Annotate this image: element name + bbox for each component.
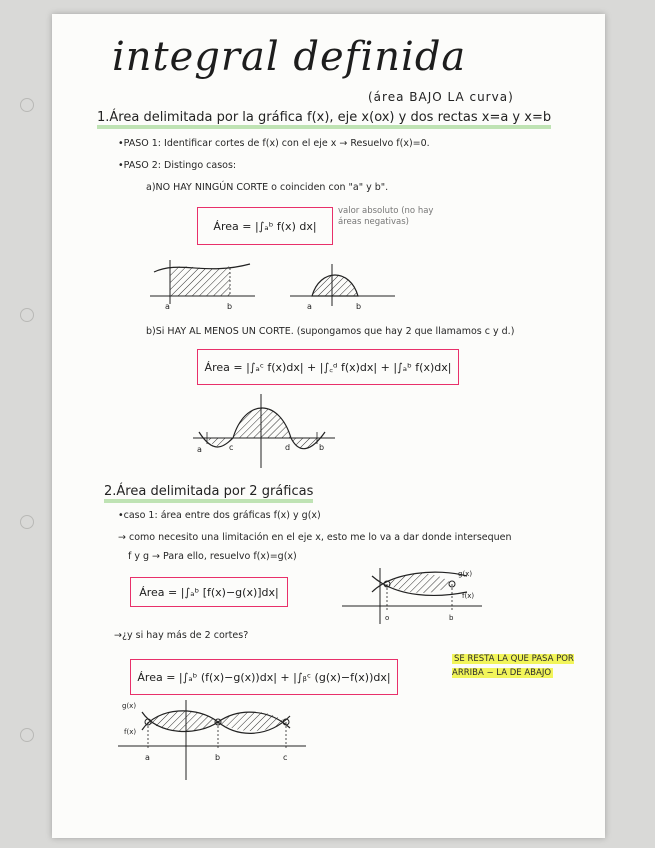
binder-hole xyxy=(20,308,34,322)
label-b: b xyxy=(356,302,362,311)
label-fx: f(x) xyxy=(462,592,475,600)
page-subtitle: (área BAJO LA curva) xyxy=(368,90,514,104)
label-b: b xyxy=(227,302,233,311)
formula-box-2b xyxy=(130,659,398,695)
graph-case-a-2 xyxy=(290,260,400,320)
intersection-line-2: f y g → Para ello, resuelvo f(x)=g(x) xyxy=(128,551,297,562)
label-d: d xyxy=(285,443,291,452)
caso-1-text: •caso 1: área entre dos gráficas f(x) y g(x) xyxy=(118,510,321,521)
page-title: integral definida xyxy=(112,34,467,80)
label-b: b xyxy=(319,443,325,452)
formula-2b: Área = |∫ₐᵇ (f(x)−g(x))dx| + |∫ᵦᶜ (g(x)−f(x))dx| xyxy=(137,670,391,684)
label-gx: g(x) xyxy=(122,702,137,710)
label-b: b xyxy=(215,753,221,762)
case-b-text: b)Si HAY AL MENOS UN CORTE. (supongamos que hay 2 que llamamos c y d.) xyxy=(146,326,515,337)
paso-2-text: •PASO 2: Distingo casos: xyxy=(118,160,237,171)
absolute-value-note: valor absoluto (no hay áreas negativas) xyxy=(338,206,434,227)
formula-box-2a xyxy=(130,577,288,607)
label-a: a xyxy=(197,445,202,454)
graph-case-b xyxy=(193,392,338,472)
graph-two-functions xyxy=(342,568,492,628)
intersection-line-1: → como necesito una limitación en el eje x, esto me lo va a dar donde intersequen xyxy=(118,532,512,543)
section-1-heading: 1.Área delimitada por la gráfica f(x), eje x(ox) y dos rectas x=a y x=b xyxy=(97,110,551,125)
binder-hole xyxy=(20,98,34,112)
label-a: a xyxy=(145,753,150,762)
label-fx: f(x) xyxy=(124,728,137,736)
formula-2a: Área = |∫ₐᵇ [f(x)−g(x)]dx| xyxy=(139,585,279,599)
formula-b: Área = |∫ₐᶜ f(x)dx| + |∫꜀ᵈ f(x)dx| + |∫ₐᵇ f(x)dx| xyxy=(204,360,452,374)
binder-hole xyxy=(20,515,34,529)
label-gx: g(x) xyxy=(458,570,473,578)
graph-multiple-cuts xyxy=(118,700,308,782)
formula-box-b xyxy=(197,349,459,385)
label-a: a xyxy=(307,302,312,311)
binder-hole xyxy=(20,728,34,742)
case-a-text: a)NO HAY NINGÚN CORTE o coinciden con "a" y b". xyxy=(146,182,389,193)
label-o: o xyxy=(385,614,390,622)
formula-a: Área = |∫ₐᵇ f(x) dx| xyxy=(213,219,317,233)
label-b: b xyxy=(449,614,454,622)
section-2-heading: 2.Área delimitada por 2 gráficas xyxy=(104,484,313,499)
paso-1-text: •PASO 1: Identificar cortes de f(x) con el eje x → Resuelvo f(x)=0. xyxy=(118,138,430,149)
formula-box-a xyxy=(197,207,333,245)
more-cuts-question: →¿y si hay más de 2 cortes? xyxy=(114,630,249,641)
label-a: a xyxy=(165,302,170,311)
highlight-note: SE RESTA LA QUE PASA POR ARRIBA − LA DE ABAJO xyxy=(452,654,574,678)
label-c: c xyxy=(229,443,234,452)
graph-case-a-1 xyxy=(150,260,260,320)
label-c: c xyxy=(283,753,288,762)
